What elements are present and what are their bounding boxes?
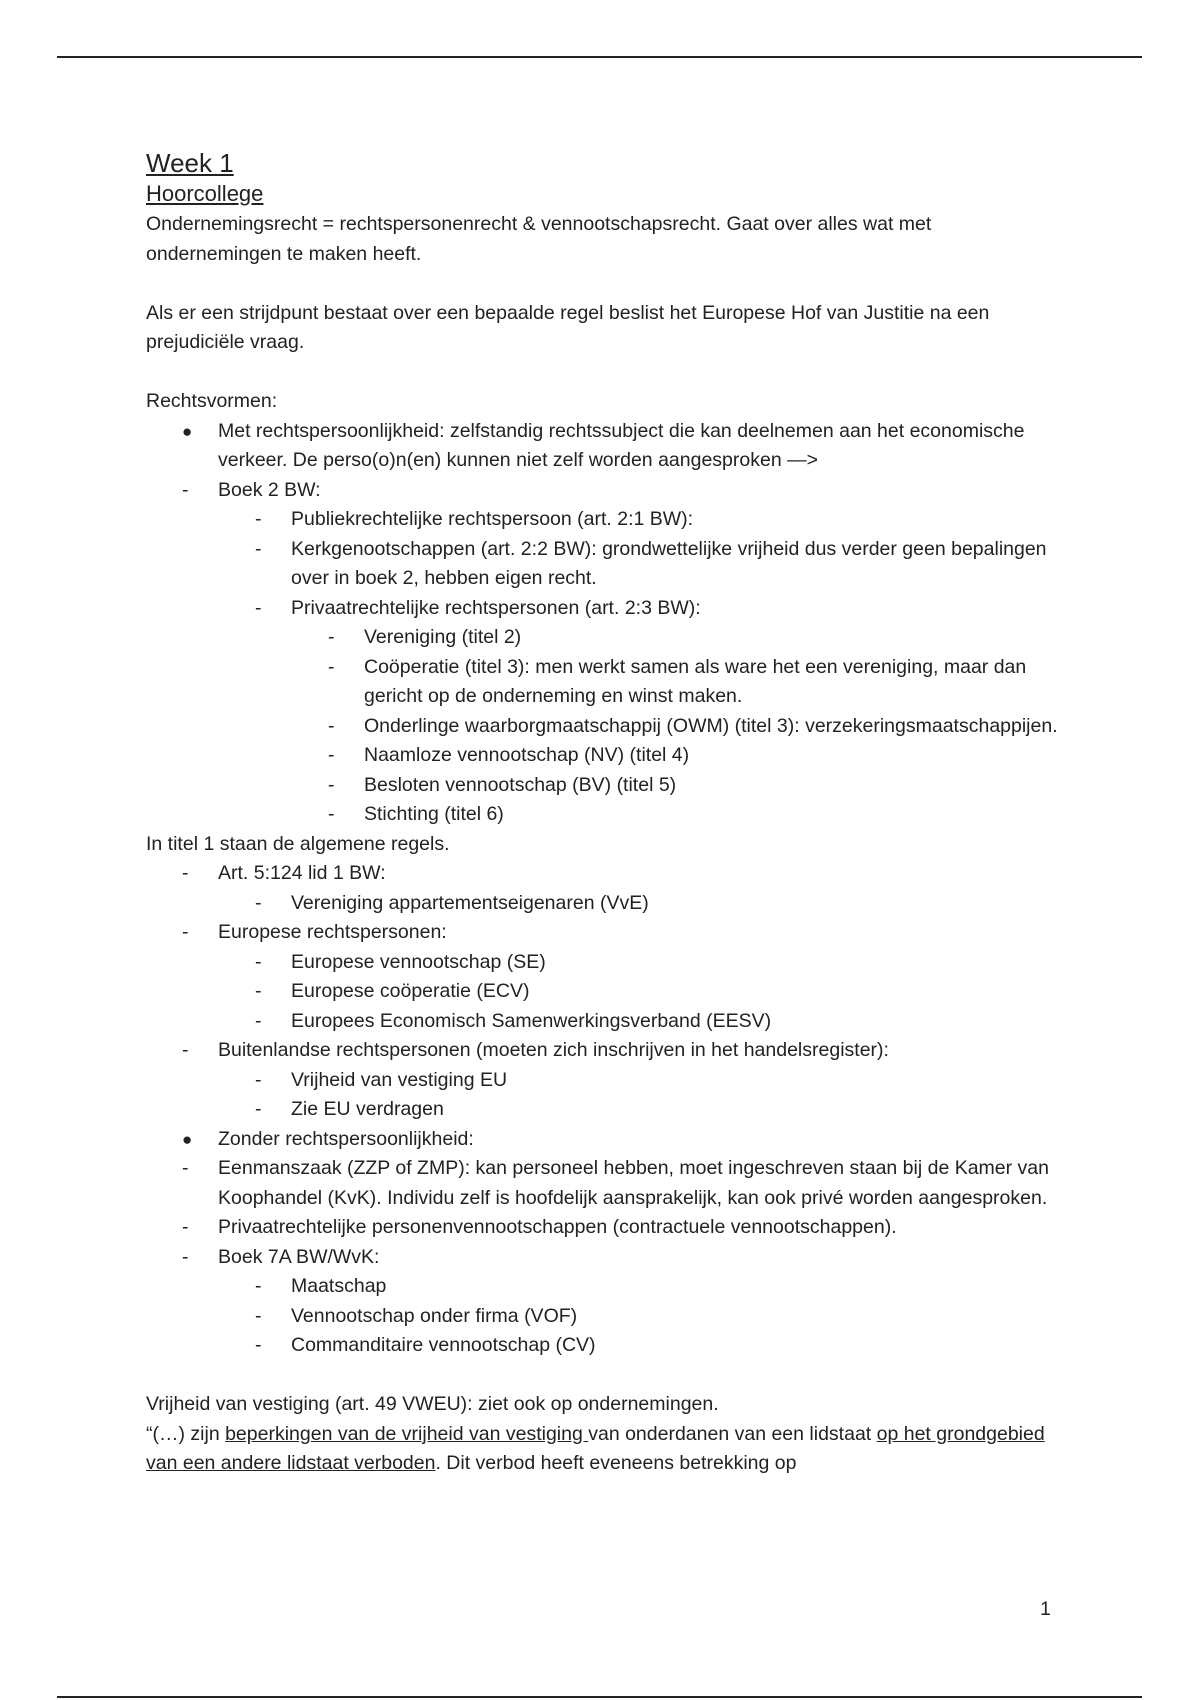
list-item: - Onderlinge waarborgmaatschappij (OWM) (titel 3): verzekeringsmaatschappijen. [146,712,1066,742]
list-item: - Maatschap [146,1272,1066,1302]
document-body [146,146,1066,1479]
list-item: - Vereniging (titel 2) [146,623,1066,653]
dash-marker: - [255,1275,262,1297]
dash-marker: - [255,1334,262,1356]
underlined-text: beperkingen van de vrijheid van vestiging [225,1422,589,1445]
dash-marker: - [255,508,262,530]
list-item: - Privaatrechtelijke personenvennootschappen (contractuele vennootschappen). [146,1213,1066,1243]
section-heading: Hoorcollege [146,181,264,206]
dash-marker: - [255,1098,262,1120]
vestiging-paragraph: Vrijheid van vestiging (art. 49 VWEU): ziet ook op ondernemingen. [146,1393,719,1415]
dash-marker: - [182,862,189,884]
dash-marker: - [328,803,335,825]
list-item: - Commanditaire vennootschap (CV) [146,1331,1066,1361]
titel1-paragraph: In titel 1 staan de algemene regels. [146,832,450,855]
dash-marker: - [328,714,335,737]
list-item: - Vennootschap onder firma (VOF) [146,1302,1066,1332]
footer-rule [57,1696,1142,1698]
list-item: - Vereniging appartementseigenaren (VvE) [146,889,1066,919]
rechtsvormen-label: Rechtsvormen: [146,390,278,412]
list-item: - Naamloze vennootschap (NV) (titel 4) [146,741,1066,771]
dash-marker: - [255,1304,262,1327]
dash-marker: - [255,537,262,560]
dash-marker: - [182,1216,189,1238]
dash-marker: - [328,773,335,796]
list-item: - Buitenlandse rechtspersonen (moeten zich inschrijven in het handelsregister): [146,1036,1066,1066]
list-item: - Zie EU verdragen [146,1095,1066,1125]
list-item: - Europese rechtspersonen: [146,918,1066,948]
intro-paragraph: Ondernemingsrecht = rechtspersonenrecht & vennootschapsrecht. Gaat over alles wat met ondernemingen te maken heeft. [146,213,932,265]
list-item: - Boek 7A BW/WvK: [146,1243,1066,1273]
dash-marker: - [255,891,262,914]
list-item: - Europese vennootschap (SE) [146,948,1066,978]
dash-marker: - [328,655,335,678]
underlined-text: op het grondgebied van een andere lidstaat verboden [146,1422,1045,1474]
bullet-marker: ● [182,421,193,441]
dash-marker: - [182,921,189,943]
list-item: - Stichting (titel 6) [146,800,1066,830]
dash-marker: - [182,1039,189,1061]
dash-marker: - [255,980,262,1002]
dash-marker: - [328,626,335,648]
list-item: - Privaatrechtelijke rechtspersonen (art. 2:3 BW): [146,594,1066,624]
dash-marker: - [182,478,189,501]
dash-marker: - [255,1009,262,1032]
list-item: - Vrijheid van vestiging EU [146,1066,1066,1096]
list-item: - Coöperatie (titel 3): men werkt samen als ware het een vereniging, maar dan gericht op de onderneming en winst maken. [146,653,1066,712]
header-rule [57,56,1142,58]
hof-paragraph: Als er een strijdpunt bestaat over een bepaalde regel beslist het Europese Hof van Justitie na een prejudiciële vraag. [146,301,990,353]
list-item: ● Zonder rechtspersoonlijkheid: [146,1125,1066,1155]
list-item: - Publiekrechtelijke rechtspersoon (art. 2:1 BW): [146,505,1066,535]
page-number: 1 [1040,1598,1051,1620]
page-title: Week 1 [146,148,234,178]
list-item: - Eenmanszaak (ZZP of ZMP): kan personeel hebben, moet ingeschreven staan bij de Kamer van Koophandel (KvK). Individu zelf is hoofdelijk aansprakelijk, kan ook privé worden aangesproken. [146,1154,1066,1213]
bullet-marker: ● [182,1129,193,1149]
dash-marker: - [328,744,335,766]
list-item: ● Met rechtspersoonlijkheid: zelfstandig rechtssubject die kan deelnemen aan het economische verkeer. De perso(o)n(en) kunnen niet zelf worden aangesproken —> [146,417,1066,476]
list-item: - Europees Economisch Samenwerkingsverband (EESV) [146,1007,1066,1037]
dash-marker: - [255,950,262,973]
list-item: - Besloten vennootschap (BV) (titel 5) [146,771,1066,801]
dash-marker: - [182,1245,189,1268]
dash-marker: - [182,1157,189,1179]
list-item: - Europese coöperatie (ECV) [146,977,1066,1007]
list-item: - Kerkgenootschappen (art. 2:2 BW): grondwettelijke vrijheid dus verder geen bepalingen over in boek 2, hebben eigen recht. [146,535,1066,594]
list-item: - Boek 2 BW: [146,476,1066,506]
quote-paragraph: “(…) zijn beperkingen van de vrijheid van vestiging van onderdanen van een lidstaat op het grondgebied van een andere lidstaat verboden. Dit verbod heeft eveneens betrekking op [146,1422,1045,1474]
dash-marker: - [255,596,262,619]
dash-marker: - [255,1068,262,1091]
list-item: - Art. 5:124 lid 1 BW: [146,859,1066,889]
